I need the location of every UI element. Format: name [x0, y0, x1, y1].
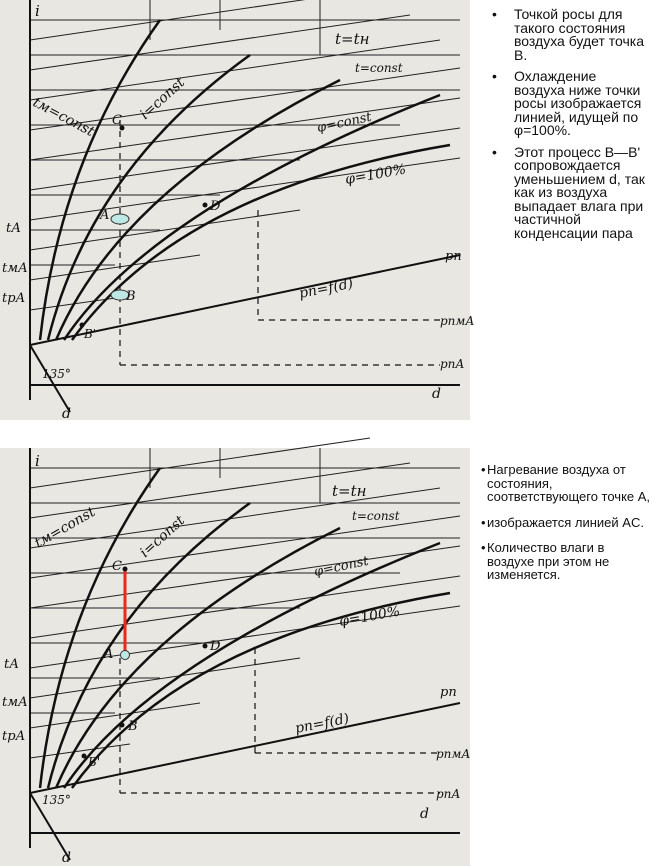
- label-pn-fd-bottom: pп=f(d): [293, 710, 351, 737]
- bullet-cooling-below: • Охлаждение воздуха ниже точки росы изображается линией, идущей по φ=100%.: [488, 70, 648, 138]
- label-pna: pпА: [440, 357, 465, 371]
- label-point-b: B: [126, 289, 136, 304]
- label-tm-const-bottom: tм=const: [32, 504, 99, 552]
- bullets-top: [488, 8, 648, 248]
- id-diagram-svg: [0, 0, 475, 422]
- label-d-axis-bottom: d: [420, 806, 429, 822]
- label-t-const: t=const: [355, 61, 403, 75]
- label-phi-100: φ=100%: [343, 161, 408, 188]
- dot-point-b-bottom: [120, 723, 125, 728]
- label-point-d: D: [210, 199, 221, 214]
- label-point-b-bottom: B: [128, 719, 138, 734]
- label-point-bp-bottom: B': [88, 755, 101, 769]
- marker-point-a: [111, 214, 129, 224]
- label-point-a-bottom: A: [104, 647, 114, 662]
- label-pn-fd: pп=f(d): [297, 275, 355, 302]
- bullet-process-bb: • Этот процесс B—B' сопровождается уменьшением d, так как из воздуха выпадает влага при частичной конденсации пара: [488, 146, 648, 241]
- label-d-axis: d: [432, 386, 441, 402]
- label-point-c-bottom: C: [112, 559, 122, 574]
- label-tpa: tрА: [2, 291, 26, 306]
- label-point-c: C: [112, 113, 122, 128]
- bullet-line-ac: • изображается линией AC.: [481, 516, 651, 530]
- label-pnma: pпмА: [440, 314, 475, 328]
- label-t-eq-tn-bottom: t=tн: [332, 482, 367, 500]
- label-tma-bottom: tмА: [2, 695, 28, 710]
- dot-point-d: [203, 203, 208, 208]
- dot-point-d-bottom: [203, 644, 208, 649]
- id-diagram-svg-bottom: [0, 448, 470, 866]
- label-i-const-bottom: i=const: [136, 512, 189, 561]
- label-phi-const: φ=const: [315, 109, 373, 136]
- label-phi-const-bottom: φ=const: [312, 553, 370, 580]
- label-phi-100-bottom: φ=100%: [337, 603, 402, 630]
- bullet-heating: • Нагревание воздуха от состояния, соответствующего точке A,: [481, 463, 651, 504]
- dot-point-c-bottom: [123, 567, 128, 572]
- bullet-moisture: • Количество влаги в воздухе при этом не изменяется.: [481, 541, 651, 582]
- label-tpa-bottom: tрА: [2, 729, 26, 744]
- label-ta-bottom: tА: [4, 657, 20, 672]
- label-t-const-bottom: t=const: [352, 509, 400, 523]
- label-angle-bottom: 135°: [42, 793, 71, 807]
- label-point-bp: B': [84, 327, 97, 341]
- label-point-d-bottom: D: [210, 639, 221, 654]
- dot-point-bp-bottom: [82, 754, 87, 759]
- bullets-bottom: [481, 463, 651, 594]
- label-i-axis-bottom: i: [35, 452, 40, 470]
- process-lines-bottom: [120, 648, 440, 793]
- label-d-arrow-bottom: d: [62, 850, 71, 866]
- id-chart-cooling: [0, 0, 475, 422]
- label-angle: 135°: [42, 367, 71, 381]
- label-pnma-bottom: pпмА: [436, 747, 471, 761]
- label-pn: pп: [445, 249, 462, 264]
- label-point-a: A: [100, 208, 110, 223]
- marker-point-a-bottom: [121, 651, 130, 660]
- label-d-arrow: d: [62, 406, 71, 422]
- bullet-dew-point: • Точкой росы для такого состояния воздуха будет точка B.: [488, 8, 648, 62]
- label-pna-bottom: pпА: [436, 787, 461, 801]
- label-pn-bottom: pп: [440, 685, 457, 700]
- label-tma: tмА: [2, 261, 28, 276]
- label-ta: tА: [6, 221, 22, 236]
- label-t-eq-tn: t=tн: [335, 30, 370, 48]
- grid-lines-bottom: [30, 438, 460, 758]
- label-i-axis: i: [35, 2, 40, 20]
- id-chart-heating: [0, 448, 470, 866]
- label-tm-const: tм=const: [30, 94, 97, 141]
- label-i-const: i=const: [136, 74, 189, 123]
